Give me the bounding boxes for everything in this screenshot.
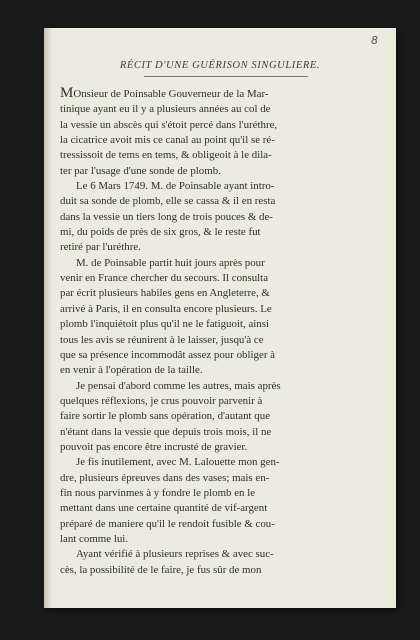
text-line-content: tinique ayant eu il y a plusieurs années au col de [60,103,271,116]
text-line [60,532,384,547]
text-line [60,348,384,363]
text-line-content: dre, plusieurs épreuves dans des vases; mais en- [60,471,270,484]
text-line-content: arrivé à Paris, il en consulta encore plusieurs. Le [60,302,272,315]
text-line [60,240,384,255]
text-line [60,394,384,409]
text-line-content: faire sortir le plomb sans opération, d'autant que [60,410,271,423]
text-line [60,286,384,301]
text-line-content: retiré par l'uréthre. [60,241,141,254]
text-line-content: préparé de maniere qu'il le rendoit fusible & cou- [60,517,275,530]
text-line-content: que sa présence incommodât assez pour obliger à [60,348,276,361]
text-line-content: tressissoit de tems en tems, & obligeoit à le dila- [60,149,272,162]
text-line-content: lant comme lui. [60,532,129,545]
page-number: 8 [371,34,378,47]
text-line [60,302,384,317]
text-line-content: duit sa sonde de plomb, elle se cassa & il en resta [60,195,276,208]
text-line [60,317,384,332]
text-line-content: Je pensai d'abord comme les autres, mais après [76,379,281,392]
text-line [60,440,384,455]
text-line [60,271,384,286]
text-line [60,194,384,209]
document-page [44,28,396,608]
page-gutter-shadow [44,28,52,608]
text-line [60,225,384,240]
text-line-content: quelques réflexions, je crus pouvoir parvenir à [60,394,263,407]
text-line [60,455,384,470]
text-line [60,379,384,394]
text-line-content: la vessie un abscès qui s'étoit percé dans l'uréthre, [60,118,278,131]
text-line-content: M. de Poinsable partit huit jours après pour [76,256,265,269]
text-line [60,517,384,532]
text-line [60,86,384,102]
text-line-content: n'étant dans la vessie que depuis trois mois, il ne [60,425,272,438]
text-line-content: mettant dans une certaine quantité de vif-argent [60,502,268,515]
text-line-content: plomb l'inquiétoit plus qu'il ne le fatiguoit, ainsi [60,318,270,331]
text-line-content: Le 6 Mars 1749. M. de Poinsable ayant intro- [76,180,275,193]
text-line [60,179,384,194]
text-line [60,409,384,424]
text-line-content: Onsieur de Poinsable Gouverneur de la Mar- [73,88,269,100]
text-line-content: en venir à l'opération de la taille. [60,364,203,377]
text-line-content: fin nous parvinmes à y fondre le plomb en le [60,486,256,499]
text-line-content: la cicatrice avoit mis ce canal au point qu'il se ré- [60,134,275,147]
text-line-content: tous les avis se réunirent à le laisser, jusqu'à ce [60,333,264,346]
text-line [60,363,384,378]
text-line-content: dans la vessie un tiers long de trois pouces & de- [60,210,273,223]
text-line [60,563,384,578]
text-line [60,118,384,133]
text-line-content: Je fis inutilement, avec M. Lalouette mon gen- [76,456,280,469]
page-title: RÉCIT D'UNE GUÉRISON SINGULIERE. [119,60,321,71]
text-line [60,256,384,271]
text-line [60,102,384,117]
text-line-content: pouvoit pas encore être incrusté de gravier. [60,440,248,453]
text-line [60,501,384,516]
text-line [60,471,384,486]
text-line [60,164,384,179]
text-line-content: par écrit plusieurs habiles gens en Angleterre, & [60,287,270,300]
text-line-content: cès, la possibilité de le faire, je fus sûr de mon [60,563,262,576]
text-line [60,486,384,501]
text-line [60,210,384,225]
text-line [60,547,384,562]
text-line [60,133,384,148]
body-text [60,86,384,578]
text-line [60,148,384,163]
text-line [60,425,384,440]
text-line [60,333,384,348]
text-line-content: venir en France chercher du secours. Il consulta [60,272,269,285]
title-underline [144,76,308,77]
text-line-content: Ayant vérifié à plusieurs reprises & avec suc- [76,548,274,561]
text-line-content: ter par l'usage d'une sonde de plomb. [60,164,221,177]
drop-initial: M [60,85,74,101]
text-line-content: mi, du poids de près de six gros, & le reste fut [60,226,261,239]
